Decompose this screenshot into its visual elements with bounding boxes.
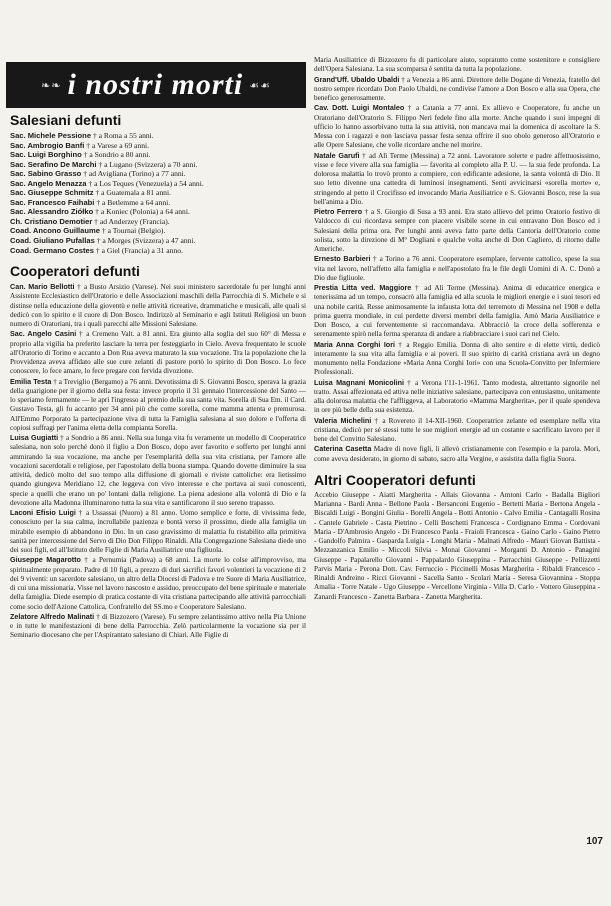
obituary-name: Luisa Gugiatti — [10, 433, 59, 443]
obituary-text: † a S. Giorgio di Susa a 93 anni. Era stato allievo del primo Oratorio festivo di Valdocco di cui ricordava sempre con piacere visibile scene in cui entravano Don Bosco ed i Salesiani della prima ora. Per lunghi anni aveva fatto parte della Cantoria dell'Oratorio come solista, sotto la direzione di M° Dogliani e qualche volta anche di Don Cagliero, di ritorno dalle Americhe. — [314, 208, 600, 253]
ornament-icon: ❧❧ — [41, 79, 62, 92]
obituary-entry — [10, 433, 306, 508]
cooperatori-heading: Cooperatori defunti — [10, 263, 140, 280]
salesiano-item — [10, 207, 306, 217]
obituary-entry — [10, 612, 306, 641]
obituary-name: Laconi Efisio Luigi — [10, 508, 76, 518]
obituary-name: Emilia Testa — [10, 376, 52, 386]
salesiano-name: Ch. Cristiano Demotier — [10, 216, 93, 226]
obituary-name: Caterina Casetta — [314, 444, 372, 454]
salesiano-name: Coad. Ancono Guillaume — [10, 226, 101, 236]
salesiano-name: Sac. Angelo Menazza — [10, 178, 87, 188]
left-column — [10, 112, 306, 641]
obituary-name: Maria Anna Corghi Iori — [314, 339, 395, 349]
obituary-entry — [314, 103, 600, 150]
salesiano-detail: † a Varese a 69 anni. — [84, 140, 150, 150]
obituary-entry — [314, 283, 600, 340]
salesiano-detail: † a Morges (Svizzera) a 47 anni. — [94, 236, 196, 246]
salesiano-item — [10, 226, 306, 236]
salesiano-detail: † a Lugano (Svizzera) a 70 anni. — [96, 159, 198, 169]
obituary-entry — [314, 56, 600, 75]
salesiano-item — [10, 236, 306, 246]
obituary-text: † a Reggio Emilia. Donna di alto sentire e di elette virtù, dedicò interamente la sua vita alla famiglia e ai poveri. Il suo spirito di carità cristiana avrà un degno monumento nella Fondazione «Maria Anna Corghi Iori» con una Scuola-Convitto per Infermiere Professionali. — [314, 340, 600, 377]
salesiano-item — [10, 131, 306, 141]
salesiano-detail: † a Sondrio a 80 anni. — [81, 150, 151, 160]
obituary-name: Grand'Uff. Ubaldo Ubaldi — [314, 74, 400, 84]
cooperatori-right-entries — [314, 56, 600, 464]
ornament-icon: ☙☙ — [249, 79, 271, 92]
obituary-name: Cav. Dott. Luigi Montaleo — [314, 103, 405, 113]
salesiano-item — [10, 160, 306, 170]
obituary-entry — [314, 254, 600, 283]
salesiani-list — [10, 131, 306, 255]
salesiano-name: Sac. Michele Pessione — [10, 131, 92, 140]
obituary-name: Zelatore Alfredo Malinati — [10, 611, 95, 621]
obituary-entry — [10, 329, 306, 376]
altri-list: Accebio Giuseppe - Aiatti Margherita - Allais Giovanna - Amtoni Carlo - Badalla Bigliori Marianna - Bardi Anna - Bellone Paola - Bersanconi Eugenio - Bertetti Maria - Bertona Angela - Biscaldi Luigi - Bongini Giulia - Borelli Angela - Botti Antonio - Calvo Emilia - Cantagalli Rosina - Cantele Gabriele - Casta Pietrino - Celli Boschetti Francesca - Cordignano Emma - Cordovani Maria - D'Ambrosio Angelo - Di Francesco Paola - Fraioli Francesca - Gaino Carlo - Gaino Pietro - Gandolfo Palmira - Gasparda Luigia - Longhi Maria - Malnati Alfredo - Mauri Giovan Battista - Mezzanzanica Emilio - Miccoli Silvia - Monai Giovanni - Morganti D. Antonio - Panagini Giuseppe - Papalarello Giovanni - Pappalardo Giuseppina - Parracchini Giuseppe - Pellizzetti Parvis Maria - Perona Dott. Cav. Ferruccio - Piccinelli Mosas Margherita - Ribaldi Francesco - Rinaldi Andreino - Ricci Giovanni - Sacella Santo - Scolari Maria - Seresa Giovannina - Stoppa Amalia - Torre Natale - Ugo Giuseppe - Vercellone Virginia - Villa D. Carlo - Vottero Giuseppina - Zanardi Francesco - Zanetta Barbara - Zanetta Margherita. — [314, 490, 600, 601]
obituary-text: † ad Alì Terme (Messina) a 72 anni. Lavoratore solerte e padre affettuosissimo, visse e fece vivere alla sua famiglia — favorita al completo alla P. U. — la sua fede profonda. La dolorosa malattia lo trovò pronto a compiere, con edificante adesione, la santa volontà di Dio. Il suo letto divenne una cattedra di luminosi insegnamenti. Senti avvicinarsi «sorella morte» e, stringendo al petto il Crocifisso ed invocando Maria Ausiliatrice e S. Giovanni Bosco, rese la sua bell'anima a Dio. — [314, 151, 600, 206]
obituary-name: Sac. Angelo Casini — [10, 329, 77, 339]
obituary-entry — [314, 207, 600, 254]
salesiano-detail: † a Giel (Francia) a 31 anno. — [93, 245, 183, 255]
salesiano-detail: † a Betlemme a 64 anni. — [94, 197, 171, 207]
obituary-name: Pietro Ferrero — [314, 207, 363, 216]
salesiano-detail: † a Los Teques (Venezuela) a 54 anni. — [86, 178, 204, 188]
salesiani-heading: Salesiani defunti — [10, 112, 122, 128]
salesiano-item — [10, 141, 306, 151]
obituary-name: Giuseppe Magarotto — [10, 555, 81, 565]
obituary-name: Can. Mario Bellotti — [10, 282, 75, 292]
obituary-entry — [314, 444, 600, 464]
salesiano-item — [10, 179, 306, 189]
salesiano-detail: † ad Avigliana (Torino) a 77 anni. — [81, 169, 186, 179]
obituary-text: † a Ussassai (Nuoro) a 81 anno. Uomo semplice e forte, di vivissima fede, conosciuto per la sua calma, incrollabile pazienza e bontà verso il prossimo, diede alla famiglia un mirabile esempio di abbandono in Dio. In un caso gravissimo di malattia fu ristabilito alla primitiva sanità per intercessione del Servo di Dio Don Filippo Rinaldi. Alla Congregazione Salesiana diede uno dei suoi figli, ed all'Istituto delle Figlie di Maria Ausiliatrice una figliuola. — [10, 509, 306, 555]
salesiano-detail: † a Roma a 55 anni. — [91, 131, 154, 140]
obituary-entry — [314, 75, 600, 104]
obituary-text: † a Torino a 76 anni. Cooperatore esemplare, fervente cattolico, spese la sua vita nel lavoro, nell'affetto alla famiglia e nell'apostolato fra le file degli Uomini di A. C. Donò a Dio due figliuole. — [314, 255, 600, 282]
salesiano-name: Sac. Luigi Borghino — [10, 150, 82, 160]
obituary-text: † ad Alì Terme (Messina). Anima di educatrice energica e tenerissima ad un tempo, consacrò alla famiglia ed alla scuola le migliori energie e i suoi tesori ed una nobile carità. Resse animosamente la infausta lotta del terremoto di Messina nel 1908 e della prima guerra mondiale, in cui perdette diversi membri della famiglia. Amò Maria Ausiliatrice e Don Bosco, a cui ferventemente si raccomandava. Abbracciò la croce della sofferenza e serenamente spirò nella ferma speranza di andare a riabbracciare i suoi cari nel Cielo. — [314, 284, 600, 339]
salesiano-detail: † ad Anderzey (Francia). — [92, 216, 170, 226]
obituary-entry — [314, 151, 600, 208]
salesiano-name: Coad. Germano Costes — [10, 245, 94, 255]
salesiano-item — [10, 198, 306, 208]
section-banner — [6, 62, 306, 108]
right-column — [314, 56, 600, 602]
obituary-text: Madre di nove figli, li allevò cristianamente con l'esempio e la parola. Morì, come aveva desiderato, in giorno di sabato, sacro alla Vergine, e assistita dalla figlia Suora. — [314, 445, 600, 463]
obituary-text: † a Sondrio a 86 anni. Nella sua lunga vita fu veramente un modello di Cooperatrice salesiana, non solo perché donò il figlio a Don Bosco, dopo aver favorito e sofferto per lunghi anni ammirando la sua vocazione, ma anche per l'esemplarità della sua vita cristiana, per l'amore alle vocazioni sacerdotali e religiose, per l'apostolato della buona stampa. Quando dovette diminuire la sua attività, dedicò molto del suo tempo alla diffusione di giornali e riviste cattoliche: era lietissimo quando giungeva Meridiano 12, che leggeva con vivo interesse e che portava ai suoi conoscenti, specie a quelli che erano un po' lontani dalla religione. La piena adesione alla volontà di Dio e la devozione alla Madonna illuminarono tutta la sua vita e santificarono il suo sereno trapasso. — [10, 434, 307, 507]
obituary-entry — [10, 508, 306, 555]
obituary-text: † a Busto Arsizio (Varese). Nei suoi ministero sacerdotale fu per lunghi anni Assistente Ecclesiastico dell'Oratorio e delle Associazioni maschili della Parrocchia di S. Michele e si distinse nella educazione della gioventù e nelle attività ricreative, drammatiche e musicali, alle quali si dedicò con lo spirito e il cuore di Don Bosco. Indirizzò al Seminario e agli Istituti Religiosi un buon numero di Oratoriani, tra i quali parecchi alle Missioni Salesiane. — [10, 283, 306, 329]
salesiano-item — [10, 150, 306, 160]
salesiano-name: Sac. Sabino Grasso — [10, 169, 82, 179]
salesiano-name: Sac. Ambrogio Banfi — [10, 140, 85, 150]
obituary-text: † a Catania a 77 anni. Ex allievo e Cooperatore, fu anche un Oratoriano dell'Oratorio S. Filippo Neri fedele fino alla morte. Anche quando i suoi impegni di ufficio lo hanno assorbivano tutta la sua attività, non mancava mai la domenica di ascoltare la S. Messa con i ragazzi e non lasciava passar festa senza offrire il suo obolo generoso all'Oratorio e alle Opere Salesiane, che volle ricordare anche nel morire. — [314, 104, 601, 150]
obituary-entry — [10, 377, 306, 434]
cooperatori-left-entries — [10, 282, 306, 641]
obituary-text: † a Pernumia (Padova) a 68 anni. La morte lo colse all'improvviso, ma spiritualmente preparato. Padre di 10 figli, a prezzo di duri sacrifici favorì volentieri la vocazione di 2 dei 9 viventi: un sacerdote salesiano, un altro della Diocesi di Padova e tre Suore di Maria Ausiliatrice, di cui una missionaria. Visse nel lavoro nascosto e assiduo, preoccupato del bene spirituale e materiale della famiglia. Diede esempio di pratica costante di vita cristiana partecipando alle attività parrocchiali come socio dell'Azione Cattolica, Confratello del SS.mo e Cooperatore Salesiano. — [10, 556, 306, 611]
obituary-text: Maria Ausiliatrice di Bizzozero fu di particolare aiuto, sopratutto come sostenitore e consigliere dell'Opera Salesiana. La sua scomparsa è sentita da tutta la popolazione. — [314, 56, 600, 74]
salesiano-name: Sac. Francesco Faihabi — [10, 197, 95, 207]
obituary-name: Prestia Litta ved. Maggiore — [314, 283, 412, 292]
obituary-name: Luisa Magnani Monicolini — [314, 377, 405, 387]
salesiano-name: Sac. Serafino De Marchi — [10, 159, 97, 169]
obituary-name: Ernesto Barbieri — [314, 254, 371, 264]
obituary-text: † a Rovereto il 14-XII-1960. Cooperatrice zelante ed esemplare nella vita cristiana, dedicò per sé stessi tutte le sue migliori energie ad un costante e sacrificato lavoro per il bene del Convitto Salesiano. — [314, 416, 601, 443]
obituary-name: Natale Garufi — [314, 150, 360, 160]
salesiano-name: Coad. Giuliano Pufallas — [10, 236, 95, 246]
obituary-name: Valeria Michelini — [314, 415, 372, 425]
salesiano-name: Sac. Alessandro Ziółko — [10, 207, 94, 217]
page-number: 107 — [586, 836, 603, 847]
obituary-text: † di Bizzozero (Varese). Fu sempre zelantissimo attivo nella Pia Unione e in tutte le manifestazioni di bene della Parrocchia. Zelò particolarmente la vocazione sia per il Seminario diocesano che per l'Aspirantato salesiano di Chiari. Alle Figlie di — [10, 612, 307, 640]
obituary-entry — [10, 282, 306, 329]
obituary-text: † a Treviglio (Bergamo) a 76 anni. Devotissima di S. Giovanni Bosco, sperava la grazia della guarigione per il giorno della sua festa: invece proprio il 31 gennaio l'intercessione del Santo — lo speriamo fermamente — le aprì l'ingresso al premio della sua santa vita. Sorella di Sua Em. il Card. Gustavo Testa, gli fu accanto per 34 anni più che come sorella, come mamma attenta e premurosa. All'Emmo Porporato la partecipazione viva di tutta la Famiglia salesiana al suo dolore e l'offerta di copiosi suffragi per l'anima eletta della compianta Sorella. — [10, 377, 306, 432]
banner-title: i nostri morti — [67, 68, 244, 101]
obituary-entry — [314, 416, 600, 445]
salesiano-item — [10, 246, 306, 256]
obituary-entry — [10, 555, 306, 612]
obituary-entry — [314, 378, 600, 416]
obituary-text: † a Cremeno Valt. a 81 anni. Era giunto alla soglia del suo 60° di Messa e proprio alla vigilia ha preferito lasciare la terra per festeggiarlo in Cielo. Aveva frequentato le scuole all'Oratorio di Torino e accanto a Don Rua aveva maturato la sua vocazione. Tra la popolazione che la Provvidenza aveva affidato alle sue cure zelanti di pastore portò lo spirito di Don Bosco. Lo fece conoscere, lo fece amare, lo fece pregare con fervida divozione. — [10, 330, 306, 376]
salesiano-detail: † a Guatemala a 81 anni. — [93, 188, 171, 198]
obituary-entry — [314, 340, 600, 378]
altri-heading: Altri Cooperatori defunti — [314, 471, 476, 488]
salesiano-name: Sac. Giuseppe Schmitz — [10, 188, 94, 198]
salesiano-detail: † a Tournai (Belgio). — [100, 226, 166, 236]
salesiano-item — [10, 188, 306, 198]
obituary-text: † a Venezia a 86 anni. Direttore delle Dogane di Venezia, fratello del nostro sempre ricordato Don Paolo Ubaldi, ne condivise l'amore a Don Bosco e alla sua Opera, che benefico generosamente. — [314, 75, 600, 102]
obituary-text: † a Verona l'11-1-1961. Tanto modesta, altrettanto signorile nel tratto. Assai affezionata ed attiva nelle iniziative salesiane, partecipava con entusiasmo, unitamente alla dolorosa malattia che l'affliggeva, al Laboratorio «Mamma Margherita», per il quale spendeva in ore più belle della sua esistenza. — [314, 378, 601, 415]
salesiano-item — [10, 217, 306, 227]
salesiano-detail: † a Koniec (Polonia) a 64 anni. — [93, 207, 190, 217]
salesiano-item — [10, 169, 306, 179]
